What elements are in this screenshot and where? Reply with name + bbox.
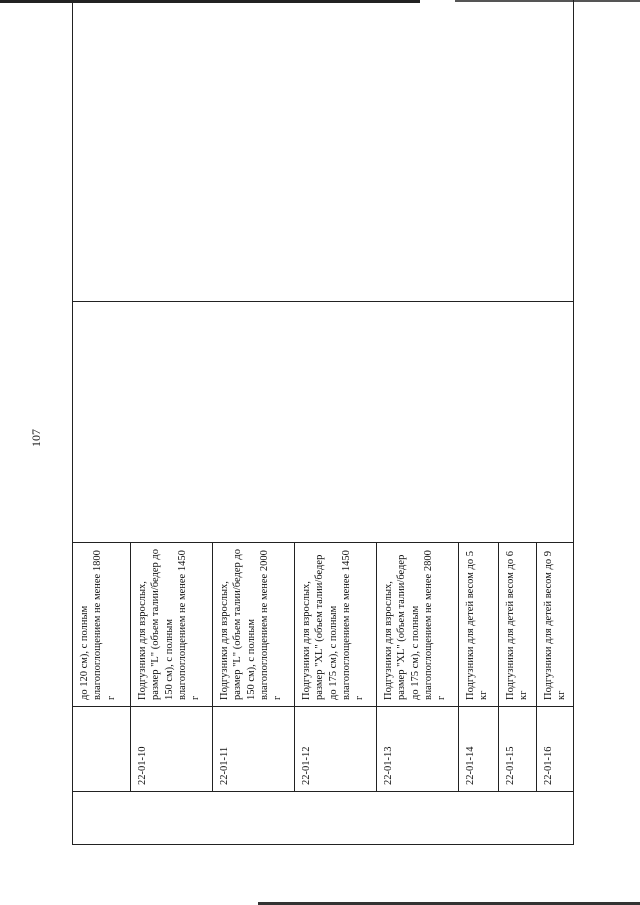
table-cell-name: Подгузники для взрослых, размер "L" (объем талии/бедер до 150 см), с полным влагопоглощением не менее 2000 г (213, 543, 295, 707)
table-cell-empty-right (73, 0, 574, 302)
table-cell-code (73, 707, 131, 792)
table-cell-name: до 120 см), с полным влагопоглощением не менее 1800 г (73, 543, 131, 707)
table-cell-name: Подгузники для детей весом до 9 кг (536, 543, 574, 707)
table-cell-code: 22-01-12 (295, 707, 377, 792)
table-cell-empty-middle (73, 302, 574, 543)
table-cell-code: 22-01-10 (131, 707, 213, 792)
table-cell-code: 22-01-13 (377, 707, 459, 792)
table-cell-name: Подгузники для детей весом до 5 кг (459, 543, 499, 707)
table-cell-name: Подгузники для взрослых, размер "XL" (объем талии/бедер до 175 см), с полным влагопоглощением не менее 1450 г (295, 543, 377, 707)
table-cell-name: Подгузники для детей весом до 6 кг (499, 543, 537, 707)
rotated-table (72, 30, 567, 845)
table-row (73, 0, 131, 845)
table-cell-code: 22-01-16 (536, 707, 574, 792)
table-cell-name: Подгузники для взрослых, размер "XL" (объем талии/бедер до 175 см), с полным влагопоглощением не менее 2800 г (377, 543, 459, 707)
table-cell-name: Подгузники для взрослых, размер "L" (объем талии/бедер до 150 см), с полным влагопоглощением не менее 1450 г (131, 543, 213, 707)
register-table (72, 0, 574, 845)
table-cell-code: 22-01-15 (499, 707, 537, 792)
page-number: 107 (29, 429, 43, 447)
table-cell-code: 22-01-14 (459, 707, 499, 792)
table-cell-code: 22-01-11 (213, 707, 295, 792)
table-cell-empty-left (73, 792, 574, 845)
